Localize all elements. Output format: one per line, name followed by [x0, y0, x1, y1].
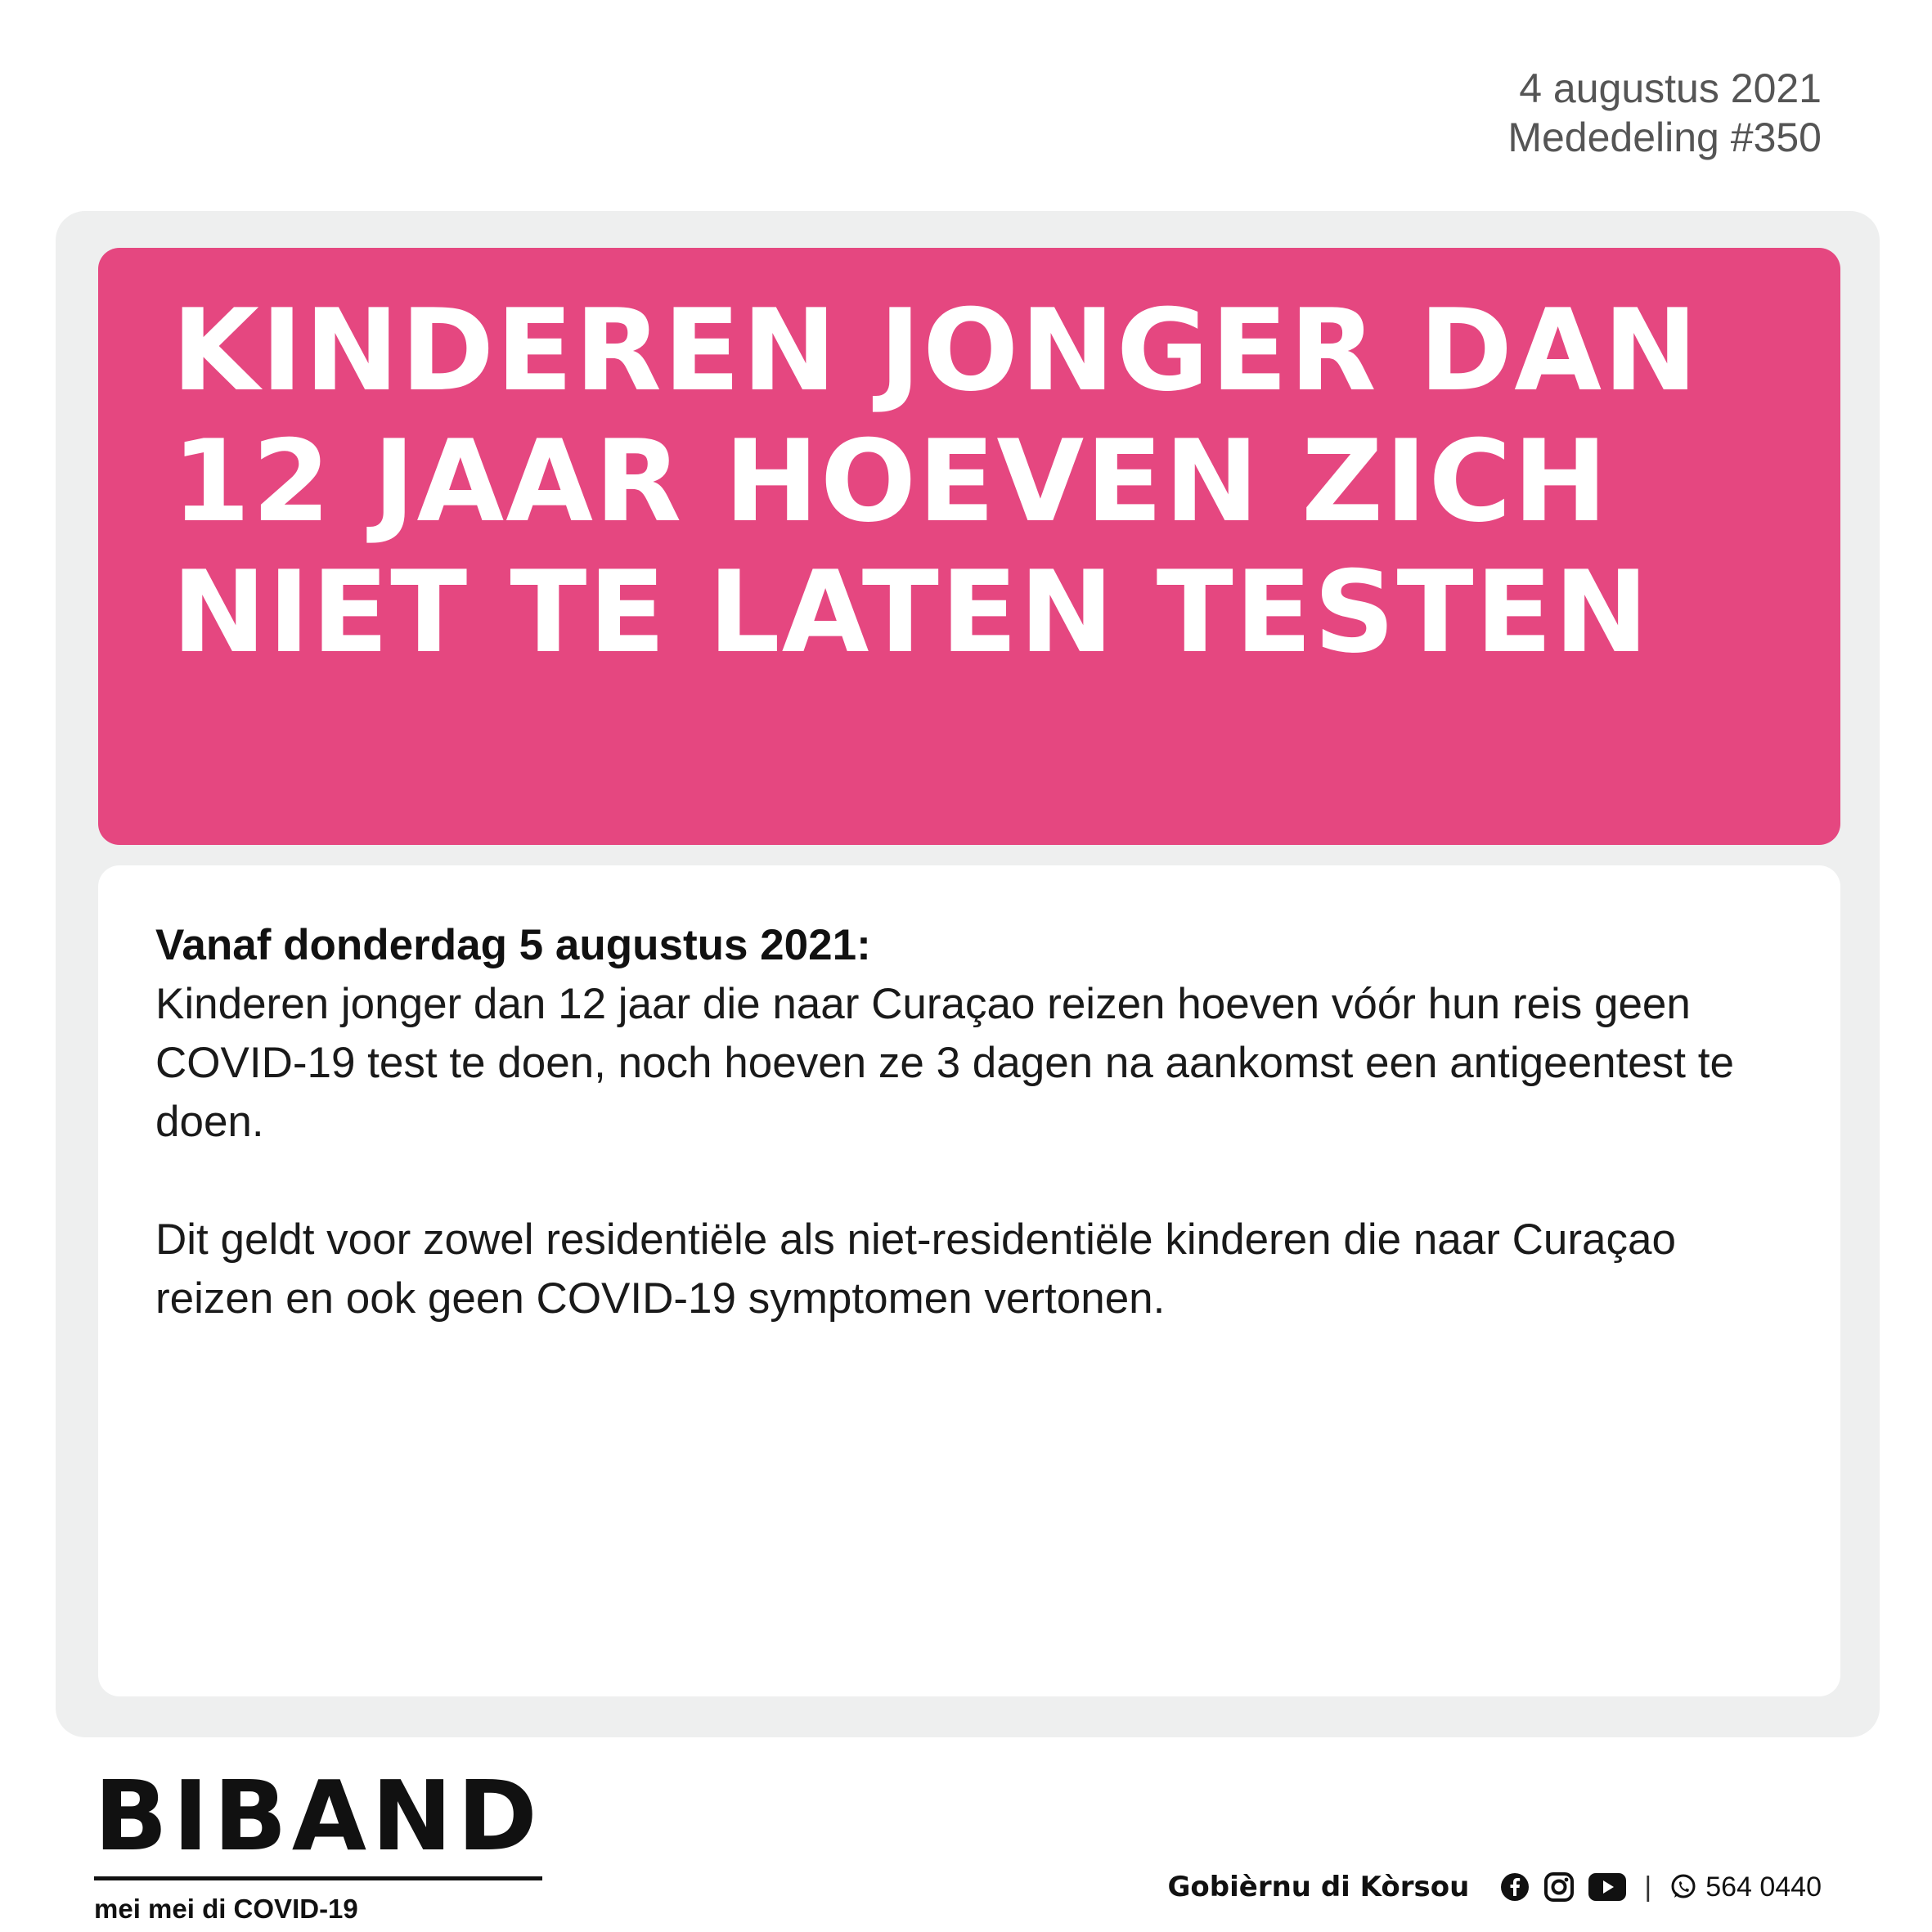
notice-meta — [1507, 64, 1822, 162]
footer — [1168, 1871, 1822, 1903]
logo-wordmark — [94, 1759, 544, 1872]
body-lead: Vanaf donderdag 5 augustus 2021: — [155, 921, 871, 969]
logo-tagline: mei mei di COVID-19 — [94, 1894, 358, 1924]
government-name: Gobièrnu di Kòrsou — [1167, 1871, 1470, 1903]
notice-date: 4 augustus 2021 — [1519, 65, 1822, 111]
logo-underline — [94, 1876, 542, 1880]
logo-text: BIBAND — [94, 1759, 542, 1872]
headline-line-1: KINDEREN JONGER DAN — [172, 285, 1700, 416]
headline-line-3: NIET TE LATEN TESTEN — [172, 546, 1651, 678]
instagram-icon[interactable] — [1544, 1872, 1574, 1902]
whatsapp-icon — [1669, 1873, 1697, 1901]
headline-banner — [98, 248, 1840, 845]
facebook-icon[interactable] — [1500, 1872, 1530, 1902]
phone-contact[interactable] — [1669, 1871, 1822, 1903]
notice-number: Mededeling #350 — [1507, 115, 1822, 160]
footer-separator: | — [1644, 1871, 1652, 1903]
bibando-logo — [94, 1759, 544, 1925]
body-panel — [98, 865, 1840, 1696]
headline — [172, 285, 1767, 678]
headline-line-2: 12 JAAR HOEVEN ZICH — [172, 416, 1610, 547]
phone-number: 564 0440 — [1705, 1871, 1822, 1903]
body-paragraph-1: Kinderen jonger dan 12 jaar die naar Curaçao reizen hoeven vóór hun reis geen COVID-19 test te doen, noch hoeven ze 3 dagen na aankomst een antigeentest te doen. — [155, 980, 1734, 1146]
youtube-icon[interactable] — [1588, 1873, 1626, 1901]
body-paragraph-2: Dit geldt voor zowel residentiële als niet-residentiële kinderen die naar Curaçao reizen en ook geen COVID-19 symptomen vertonen. — [155, 1215, 1676, 1323]
